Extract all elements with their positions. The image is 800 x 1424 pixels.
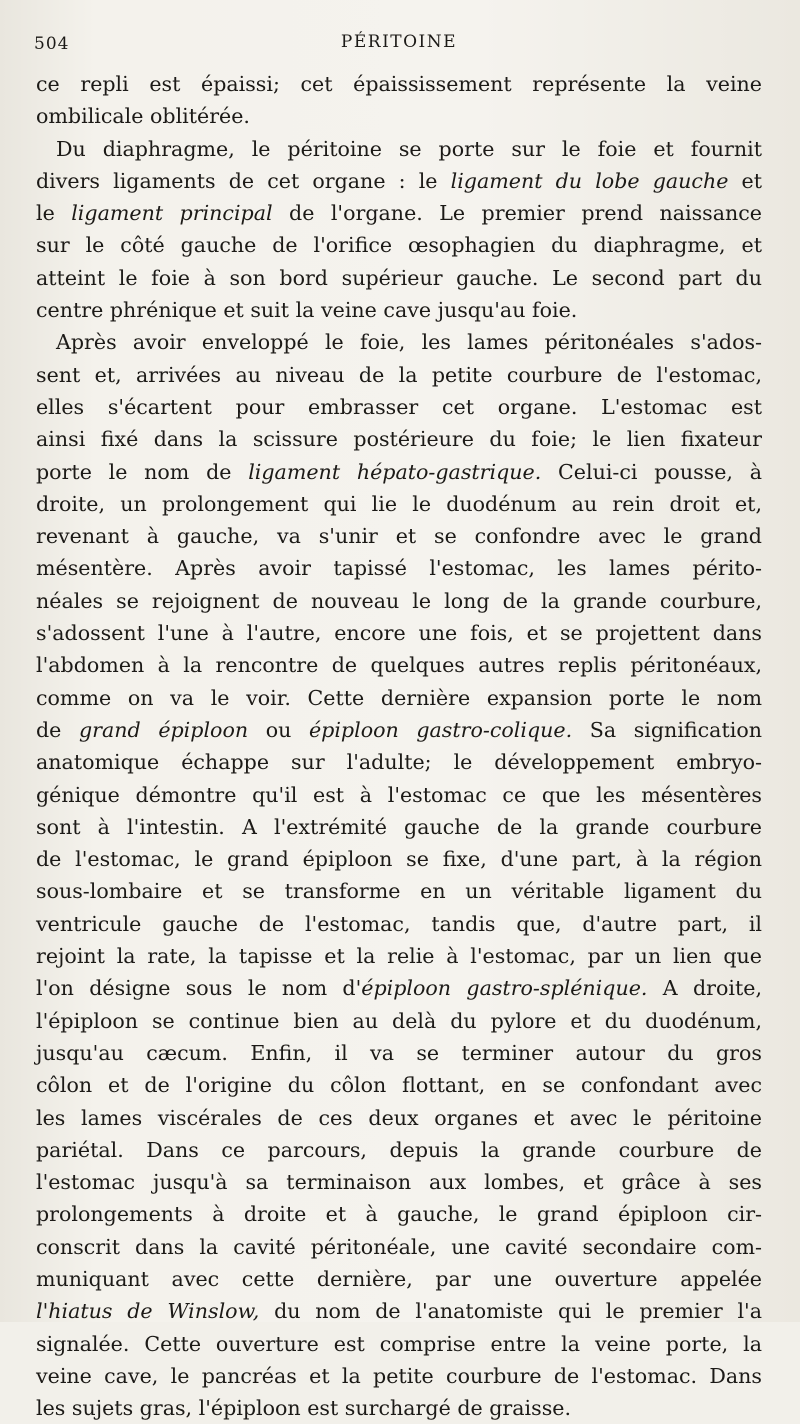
text-line [36,197,762,229]
text-segment: ou [248,717,309,742]
text-line [36,520,762,552]
paragraph [36,68,762,133]
text-line [36,1392,762,1424]
italic-term: ligament hépato-gastrique. [248,459,542,484]
text-line [36,940,762,972]
text-segment: signalée. Cette ouverture est comprise entre la veine porte, la [36,1331,762,1356]
text-segment: A droite, [647,976,762,1001]
text-segment: comme on va le voir. Cette dernière expansion porte le nom [36,685,762,710]
text-line [36,391,762,423]
text-segment: génique démontre qu'il est à l'estomac ce que les mésentères [36,782,762,807]
text-line [36,682,762,714]
text-segment: ombilicale oblitérée. [36,104,250,129]
text-line [36,908,762,940]
text-segment: les lames viscérales de ces deux organes et avec le péritoine [36,1105,762,1130]
text-line [36,1037,762,1069]
text-line [36,1360,762,1392]
text-segment: divers ligaments de cet organe : le [36,168,451,193]
text-line [36,423,762,455]
text-segment: néales se rejoignent de nouveau le long de la grande courbure, [36,588,762,613]
text-segment: droite, un prolongement qui lie le duodénum au rein droit et, [36,491,762,516]
text-segment: de [36,717,79,742]
text-line [36,1134,762,1166]
text-segment: revenant à gauche, va s'unir et se confondre avec le grand [36,524,762,549]
text-segment: Celui-ci pousse, à [541,459,762,484]
text-segment: s'adossent l'une à l'autre, encore une fois, et se projettent dans [36,621,762,646]
text-line [36,1005,762,1037]
text-segment: de l'estomac, le grand épiploon se fixe, d'une part, à la région [36,847,762,872]
text-line [36,811,762,843]
paragraph [36,326,762,1424]
text-segment: les sujets gras, l'épiploon est surchargé de graisse. [36,1396,571,1421]
text-segment: porte le nom de [36,459,249,484]
text-segment: anatomique échappe sur l'adulte; le développement embryo- [36,750,762,775]
text-line [36,843,762,875]
text-line [36,779,762,811]
text-segment: l'abdomen à la rencontre de quelques autres replis péritonéaux, [36,653,762,678]
text-segment: sur le côté gauche de l'orifice œsophagien du diaphragme, et [36,233,762,258]
text-segment: sous-lombaire et se transforme en un véritable ligament du [36,879,762,904]
text-segment: jusqu'au cæcum. Enfin, il va se terminer autour du gros [36,1040,762,1065]
text-segment: veine cave, le pancréas et la petite courbure de l'estomac. Dans [36,1363,762,1388]
text-segment: rejoint la rate, la tapisse et la relie à l'estomac, par un lien que [36,944,762,969]
text-segment: mésentère. Après avoir tapissé l'estomac, les lames périto- [36,556,762,581]
text-line [36,229,762,261]
text-line [36,1166,762,1198]
text-line [36,585,762,617]
italic-term: ligament principal [71,201,273,226]
italic-term: l'hiatus de Winslow, [36,1299,260,1324]
text-line [36,714,762,746]
page-number: 504 [34,34,70,54]
text-segment: pariétal. Dans ce parcours, depuis la grande courbure de [36,1137,762,1162]
text-line [36,359,762,391]
text-line [36,1263,762,1295]
text-segment: Sa signification [572,717,762,742]
text-segment: du nom de l'anatomiste qui le premier l'a [259,1299,762,1324]
text-segment: sont à l'intestin. A l'extrémité gauche de la grande courbure [36,814,762,839]
text-line [36,262,762,294]
text-line [36,746,762,778]
text-line [36,488,762,520]
text-line [36,617,762,649]
text-line [36,875,762,907]
text-segment: l'épiploon se continue bien au delà du pylore et du duodénum, [36,1008,762,1033]
text-segment: muniquant avec cette dernière, par une ouverture appelée [36,1266,762,1291]
text-segment: atteint le foie à son bord supérieur gauche. Le second part du [36,265,762,290]
text-line [36,972,762,1004]
text-segment: ce repli est épaissi; cet épaississement représente la veine [36,72,762,96]
text-segment: côlon et de l'origine du côlon flottant, en se confondant avec [36,1073,762,1098]
text-line [36,165,762,197]
text-segment: ainsi fixé dans la scissure postérieure du foie; le lien fixateur [36,427,762,452]
text-segment: ventricule gauche de l'estomac, tandis que, d'autre part, il [36,911,762,936]
text-segment: centre phrénique et suit la veine cave jusqu'au foie. [36,298,578,323]
text-line [36,456,762,488]
body-text [36,68,762,1424]
text-segment: Après avoir enveloppé le foie, les lames péritonéales s'ados- [56,330,762,355]
italic-term: épiploon gastro-splénique. [361,976,648,1001]
text-segment: elles s'écartent pour embrasser cet organe. L'estomac est [36,394,762,419]
text-line [36,1328,762,1360]
text-segment: l'on désigne sous le nom d' [36,976,362,1001]
text-line [36,1198,762,1230]
text-segment: l'estomac jusqu'à sa terminaison aux lombes, et grâce à ses [36,1170,762,1195]
text-line [36,649,762,681]
text-line [36,133,762,165]
text-segment: conscrit dans la cavité péritonéale, une cavité secondaire com- [36,1234,762,1259]
text-line [36,68,762,100]
running-header [36,30,762,58]
text-line [36,294,762,326]
text-segment: et [728,168,762,193]
text-segment: sent et, arrivées au niveau de la petite courbure de l'estomac, [36,362,762,387]
paragraph [36,133,762,327]
italic-term: grand épiploon [78,717,249,742]
italic-term: épiploon gastro-colique. [308,717,573,742]
text-segment: Du diaphragme, le péritoine se porte sur le foie et fournit [56,136,762,161]
text-segment: de l'organe. Le premier prend naissance [272,201,762,226]
text-segment: prolongements à droite et à gauche, le grand épiploon cir- [36,1202,762,1227]
text-line [36,100,762,132]
text-line [36,1295,762,1327]
text-line [36,326,762,358]
running-title: PÉRITOINE [340,32,458,52]
text-line [36,1069,762,1101]
text-line [36,1102,762,1134]
text-line [36,1231,762,1263]
text-segment: le [36,201,72,226]
text-line [36,552,762,584]
italic-term: ligament du lobe gauche [450,168,729,193]
